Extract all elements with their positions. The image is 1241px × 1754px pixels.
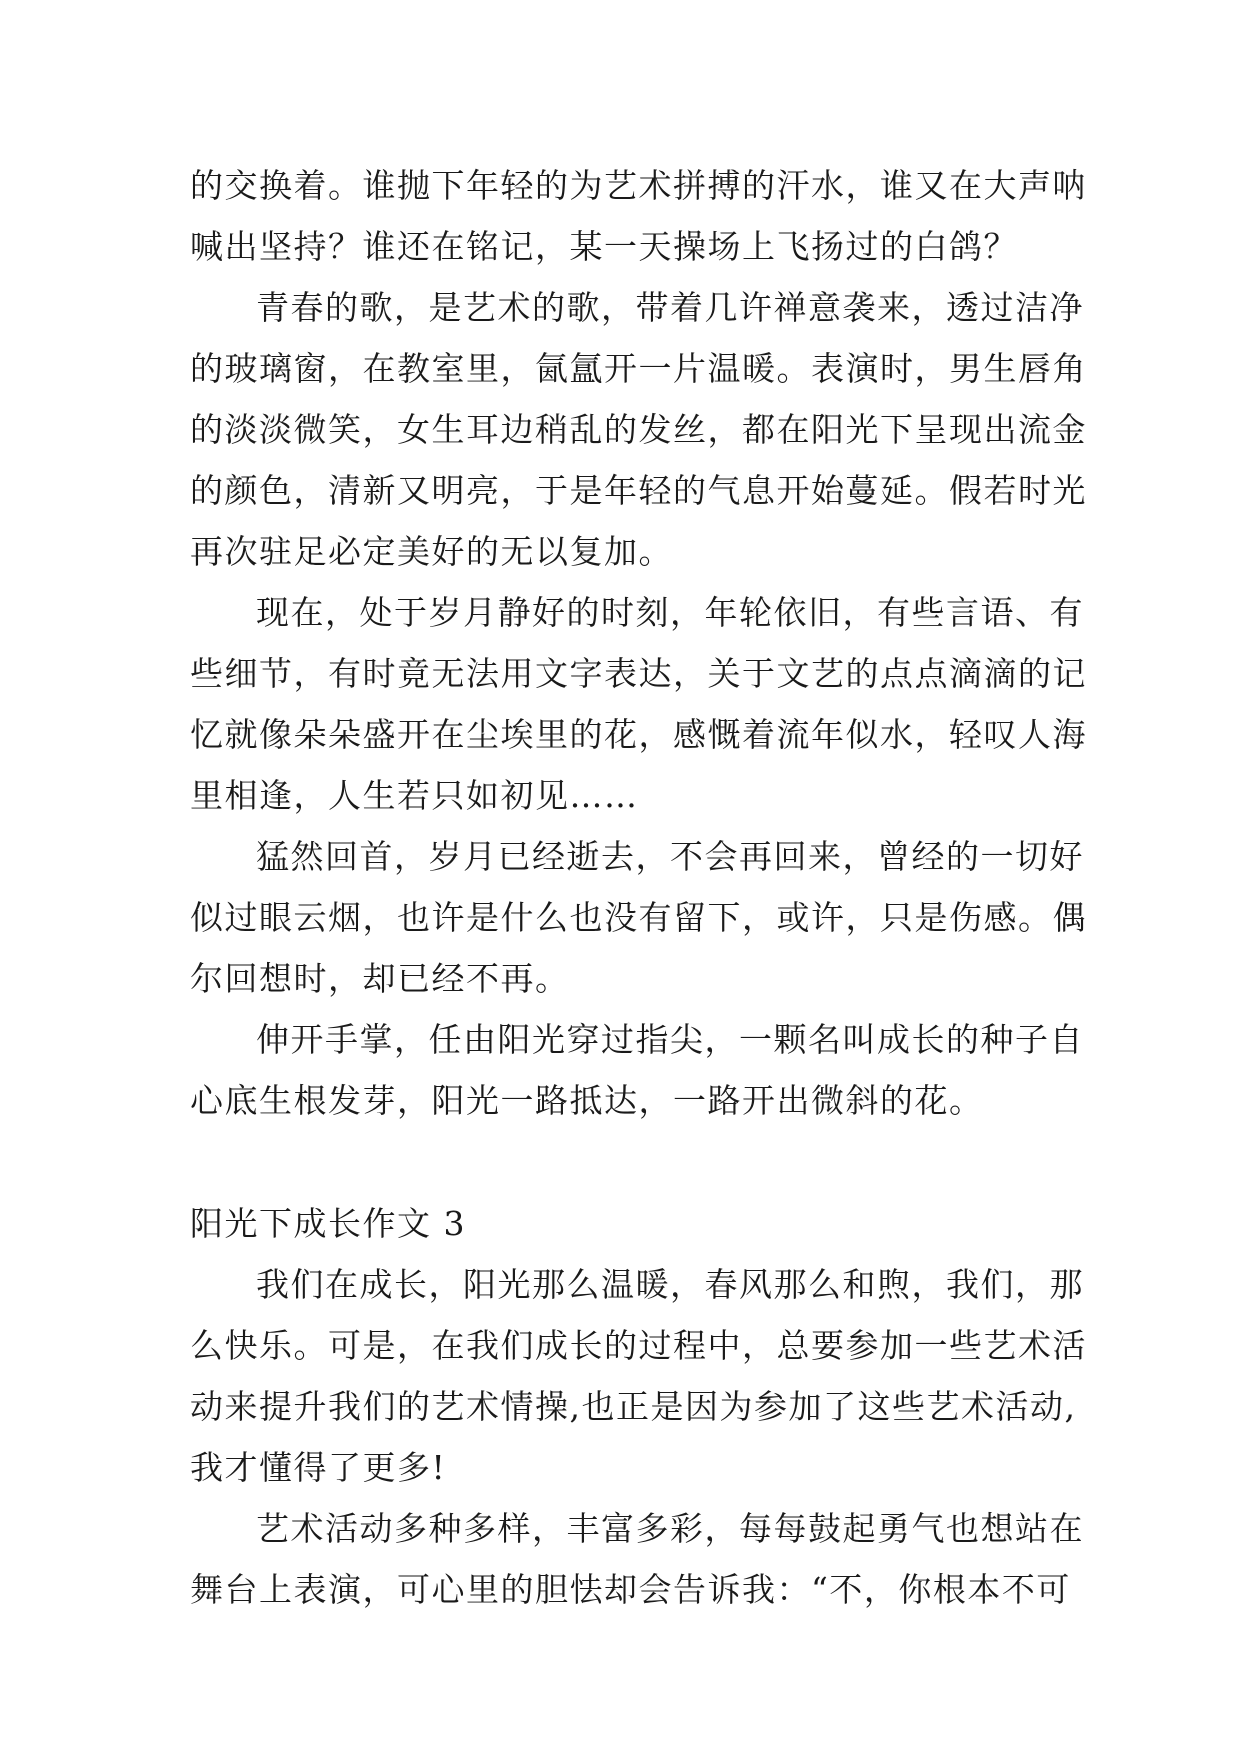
- text-line: 的交换着。谁抛下年轻的为艺术拼搏的汗水，谁又在大声呐: [190, 166, 1087, 205]
- text-line: 再次驻足必定美好的无以复加。: [190, 532, 673, 571]
- text-line: 我才懂得了更多!: [190, 1448, 447, 1487]
- text-line: 猛然回首，岁月已经逝去，不会再回来，曾经的一切好: [256, 837, 1084, 876]
- text-line: 伸开手掌，任由阳光穿过指尖，一颗名叫成长的种子自: [256, 1020, 1084, 1059]
- text-line: 舞台上表演，可心里的胆怯却会告诉我：“不，你根本不可: [190, 1570, 1071, 1609]
- text-line: 我们在成长，阳光那么温暖，春风那么和煦，我们，那: [256, 1265, 1084, 1304]
- document-page: [190, 155, 1087, 1620]
- text-line: 动来提升我们的艺术情操,也正是因为参加了这些艺术活动,: [190, 1387, 1077, 1426]
- text-line: 尔回想时，却已经不再。: [190, 959, 570, 998]
- text-line: 喊出坚持？谁还在铭记，某一天操场上飞扬过的白鸽？: [190, 227, 1018, 266]
- section-spacer: [190, 1131, 1050, 1193]
- text-line: 么快乐。可是，在我们成长的过程中，总要参加一些艺术活: [190, 1326, 1087, 1365]
- text-line: 忆就像朵朵盛开在尘埃里的花，感慨着流年似水，轻叹人海: [190, 715, 1087, 754]
- text-line: 的淡淡微笑，女生耳边稍乱的发丝，都在阳光下呈现出流金: [190, 410, 1087, 449]
- text-line: 现在，处于岁月静好的时刻，年轮依旧，有些言语、有: [256, 593, 1084, 632]
- text-line: 心底生根发芽，阳光一路抵达，一路开出微斜的花。: [190, 1081, 984, 1120]
- text-line: 些细节，有时竟无法用文字表达，关于文艺的点点滴滴的记: [190, 654, 1087, 693]
- text-line: 里相逢，人生若只如初见……: [190, 776, 639, 815]
- text-line: 青春的歌，是艺术的歌，带着几许禅意袭来，透过洁净: [256, 288, 1084, 327]
- text-line: 的颜色，清新又明亮，于是年轻的气息开始蔓延。假若时光: [190, 471, 1087, 510]
- text-line: 艺术活动多种多样，丰富多彩，每每鼓起勇气也想站在: [256, 1509, 1084, 1548]
- text-line: 的玻璃窗，在教室里，氤氲开一片温暖。表演时，男生唇角: [190, 349, 1087, 388]
- text-line: 似过眼云烟，也许是什么也没有留下，或许，只是伤感。偶: [190, 898, 1087, 937]
- section-heading: 阳光下成长作文 3: [190, 1204, 466, 1243]
